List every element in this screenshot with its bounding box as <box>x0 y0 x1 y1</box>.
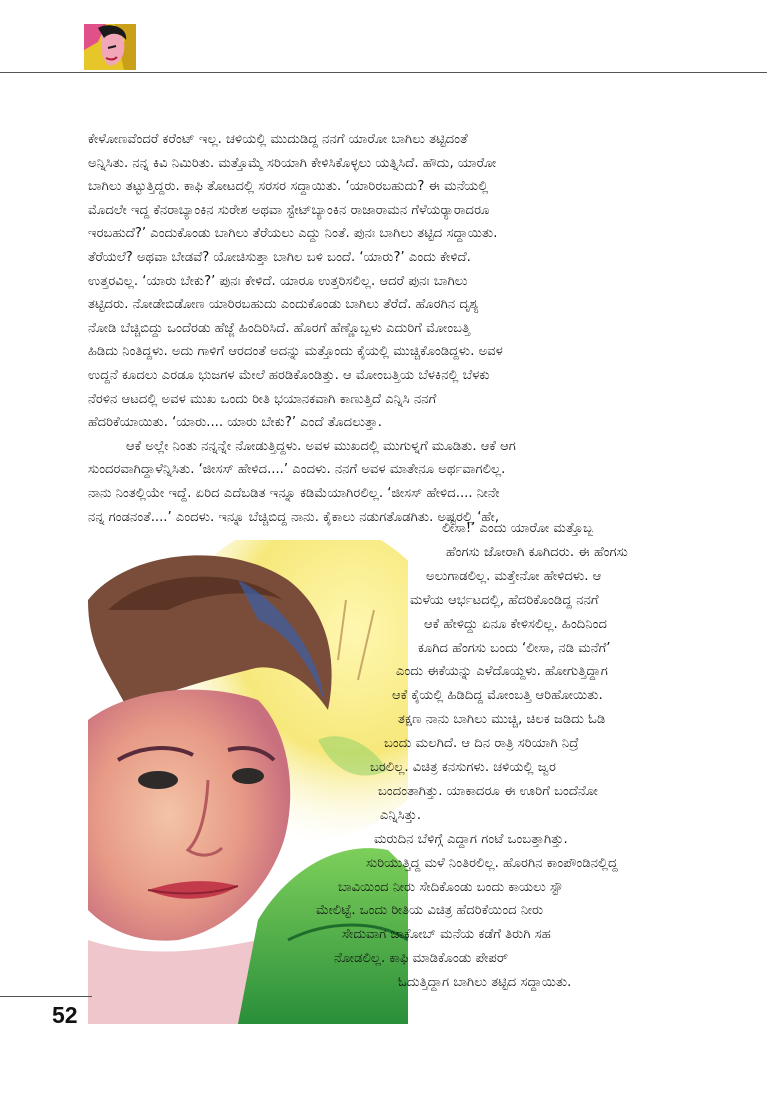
text-line: ಬರಲಿಲ್ಲ. ವಿಚಿತ್ರ ಕನಸುಗಳು. ಚಳಿಯಲ್ಲಿ ಜ್ವರ <box>370 760 556 775</box>
text-line: ಹೆಂಗಸು ಜೋರಾಗಿ ಕೂಗಿದರು. ಈ ಹೆಂಗಸು <box>446 544 628 560</box>
text-line: ಎಂದು ಈಕೆಯನ್ನು ಎಳೆದೊಯ್ದಳು. ಹೋಗುತ್ತಿದ್ದಾಗ <box>396 664 608 680</box>
footer-rule <box>0 996 92 997</box>
illustrated-face-logo-icon <box>84 24 136 70</box>
text-line: ಅಲುಗಾಡಲಿಲ್ಲ. ಮತ್ತೇನೋ ಹೇಳಿದಳು. ಆ <box>426 568 602 584</box>
text-line: ನೋಡಲಿಲ್ಲ. ಕಾಫಿ ಮಾಡಿಕೊಂಡು ಪೇಪರ್ <box>334 951 509 967</box>
text-line: ತಟ್ಟಿದರು. ನೋಡೇಬಿಡೋಣ ಯಾರಿರಬಹುದು ಎಂದುಕೊಂಡು ಬಾಗಿಲು ತೆರೆದೆ. ಹೊರಗಿನ ದೃಶ್ಯ <box>88 297 479 313</box>
text-line: ಬಾವಿಯಿಂದ ನೀರು ಸೇದಿಕೊಂಡು ಬಂದು ಕಾಯಲು ಸ್ಟೌ <box>338 879 563 895</box>
text-line: ಸೇದುವಾಗ ಜಾಕೋಬ್ ಮನೆಯ ಕಡೆಗೆ ತಿರುಗಿ ಸಹ <box>342 927 551 943</box>
text-line: ಹೆದರಿಕೆಯಾಯಿತು. ‘ಯಾರು.... ಯಾರು ಬೇಕು?’ ಎಂದೆ ತೊದಲುತ್ತಾ. <box>88 415 382 431</box>
text-line: ನೆರಳಿನ ಆಟದಲ್ಲಿ ಅವಳ ಮುಖ ಒಂದು ರೀತಿ ಭಯಾನಕವಾಗಿ ಕಾಣುತ್ತಿದೆ ಎನ್ನಿಸಿ ನನಗೆ <box>88 391 437 407</box>
text-line: ಹಿಡಿದು ನಿಂತಿದ್ದಳು. ಅದು ಗಾಳಿಗೆ ಆರದಂತೆ ಅದನ್ನು ಮತ್ತೊಂದು ಕೈಯಲ್ಲಿ ಮುಚ್ಚಿಕೊಂಡಿದ್ದಳು. ಅವಳ <box>88 344 503 360</box>
text-line: ಬಾಗಿಲು ತಟ್ಟುತ್ತಿದ್ದರು. ಕಾಫಿ ತೋಟದಲ್ಲಿ ಸರಸರ ಸದ್ದಾಯಿತು. ‘ಯಾರಿರಬಹುದು? ಈ ಮನೆಯಲ್ಲಿ <box>88 179 489 195</box>
text-line: ಆಕೆ ಕೈಯಲ್ಲಿ ಹಿಡಿದಿದ್ದ ಮೋಂಬತ್ತಿ ಆರಿಹೋಯಿತು. <box>392 688 603 704</box>
text-line: ಓದುತ್ತಿದ್ದಾಗ ಬಾಗಿಲು ತಟ್ಟಿದ ಸದ್ದಾಯಿತು. <box>398 975 572 991</box>
text-line: ಮಳೆಯ ಆರ್ಭಟದಲ್ಲಿ, ಹೆದರಿಕೊಂಡಿದ್ದ ನನಗೆ <box>410 592 599 608</box>
body-text-column <box>88 128 688 529</box>
text-line: ಎನ್ನಿಸಿತ್ತು. <box>380 807 422 823</box>
text-line: ತೆರೆಯಲೆ? ಅಥವಾ ಬೇಡವೆ? ಯೋಚಿಸುತ್ತಾ ಬಾಗಿಲ ಬಳಿ ಬಂದೆ. ‘ಯಾರು?’ ಎಂದು ಕೇಳಿದೆ. <box>88 249 471 265</box>
text-line: ನೋಡಿ ಬೆಚ್ಚಿಬಿದ್ದು ಒಂದೆರಡು ಹೆಜ್ಜೆ ಹಿಂದಿರಿಸಿದೆ. ಹೊರಗೆ ಹೆಣ್ಣೊಬ್ಬಳು ಎದುರಿಗೆ ಮೋಂಬತ್ತಿ <box>88 320 471 336</box>
text-line: ಸುರಿಯುತ್ತಿದ್ದ ಮಳೆ ನಿಂತಿರಲಿಲ್ಲ. ಹೊರಗಿನ ಕಾಂಪೌಂಡಿನಲ್ಲಿದ್ದ <box>366 855 618 871</box>
text-line: ನನ್ನ ಗಂಡನಂತೆ....’ ಎಂದಳು. ಇನ್ನೂ ಬೆಚ್ಚಿಬಿದ್ದ ನಾನು. ಕೈಕಾಲು ನಡುಗತೊಡಗಿತು. ಅಷ್ಟರಲ್ಲಿ ‘ಹೇ, <box>88 509 500 525</box>
text-line: ಲೀಸಾ!’ ಎಂದು ಯಾರೋ ಮತ್ತೊಬ್ಬ <box>442 521 594 536</box>
text-line: ಸುಂದರವಾಗಿದ್ದಾಳೆನ್ನಿಸಿತು. ‘ಜೀಸಸ್ ಹೇಳಿದ....’ ಎಂದಳು. ನನಗೆ ಅವಳ ಮಾತೇನೂ ಅರ್ಥವಾಗಲಿಲ್ಲ. <box>88 462 506 478</box>
text-line: ನಾನು ನಿಂತಲ್ಲಿಯೇ ಇದ್ದೆ. ಏರಿದ ಎದೆಬಡಿತ ಇನ್ನೂ ಕಡಿಮೆಯಾಗಿರಲಿಲ್ಲ. ‘ಜೀಸಸ್ ಹೇಳಿದ.... ನೀನೇ <box>88 485 500 501</box>
text-line: ಮೇಲಿಟ್ಟೆ. ಒಂದು ರೀತಿಯ ವಿಚಿತ್ರ ಹೆದರಿಕೆಯಿಂದ ನೀರು <box>316 903 544 919</box>
text-line: ಉದ್ದನೆ ಕೂದಲು ಎರಡೂ ಭುಜಗಳ ಮೇಲೆ ಹರಡಿಕೊಂಡಿತ್ತು. ಆ ಮೋಂಬತ್ತಿಯ ಬೆಳಕಿನಲ್ಲಿ ಬೆಳಕು <box>88 367 490 383</box>
text-line: ಉತ್ತರವಿಲ್ಲ. ‘ಯಾರು ಬೇಕು?’ ಪುನಃ ಕೇಳಿದೆ. ಯಾರೂ ಉತ್ತರಿಸಲಿಲ್ಲ. ಆದರೆ ಪುನಃ ಬಾಗಿಲು <box>88 273 468 289</box>
text-line: ತಕ್ಷಣ ನಾನು ಬಾಗಿಲು ಮುಚ್ಚಿ, ಚಿಲಕ ಜಡಿದು ಓಡಿ <box>398 712 606 728</box>
header-rule <box>0 72 767 73</box>
text-line: ಆಕೆ ಅಲ್ಲೇ ನಿಂತು ನನ್ನನ್ನೇ ನೋಡುತ್ತಿದ್ದಳು. ಅವಳ ಮುಖದಲ್ಲಿ ಮುಗುಳ್ನಗೆ ಮೂಡಿತು. ಆಕೆ ಆಗ <box>126 438 516 454</box>
text-line: ಕೂಗಿದ ಹೆಂಗಸು ಬಂದು ‘ಲೀಸಾ, ನಡಿ ಮನೆಗೆ’ <box>418 640 611 656</box>
text-line: ಮರುದಿನ ಬೆಳಿಗ್ಗೆ ಎದ್ದಾಗ ಗಂಟೆ ಒಂಬತ್ತಾಗಿತ್ತು. <box>374 831 568 847</box>
text-line: ಅನ್ನಿಸಿತು. ನನ್ನ ಕಿವಿ ನಿಮಿರಿತು. ಮತ್ತೊಮ್ಮೆ ಸರಿಯಾಗಿ ಕೇಳಿಸಿಕೊಳ್ಳಲು ಯತ್ನಿಸಿದೆ. ಹೌದು, ಯಾರೋ <box>88 155 497 171</box>
text-line: ಮೊದಲೇ ಇದ್ದ ಕೆನರಾಬ್ಯಾಂಕಿನ ಸುರೇಶ ಅಥವಾ ಸ್ಟೇಟ್‌ಬ್ಯಾಂಕಿನ ರಾಜಾರಾಮನ ಗೆಳೆಯರ‍್ಯಾರಾದರೂ <box>88 202 490 218</box>
text-line: ಇರಬಹುದೆ?’ ಎಂದುಕೊಂಡು ಬಾಗಿಲು ತೆರೆಯಲು ಎದ್ದು ನಿಂತೆ. ಪುನಃ ಬಾಗಿಲು ತಟ್ಟಿದ ಸದ್ದಾಯಿತು. <box>88 226 498 242</box>
text-line: ಕೇಳೋಣವೆಂದರೆ ಕರೆಂಟ್ ಇಲ್ಲ. ಚಳಿಯಲ್ಲಿ ಮುದುಡಿದ್ದ ನನಗೆ ಯಾರೋ ಬಾಗಿಲು ತಟ್ಟಿದಂತೆ <box>88 132 468 147</box>
text-line: ಬಂದಂತಾಗಿತ್ತು. ಯಾಕಾದರೂ ಈ ಊರಿಗೆ ಬಂದೆನೋ <box>378 783 598 799</box>
text-line: ಬಂದು ಮಲಗಿದೆ. ಆ ದಿನ ರಾತ್ರಿ ಸರಿಯಾಗಿ ನಿದ್ರೆ <box>384 736 579 752</box>
text-line: ಆಕೆ ಹೇಳಿದ್ದು ಏನೂ ಕೇಳಿಸಲಿಲ್ಲ. ಹಿಂದಿನಿಂದ <box>424 616 608 632</box>
page-number: 52 <box>52 1002 78 1028</box>
